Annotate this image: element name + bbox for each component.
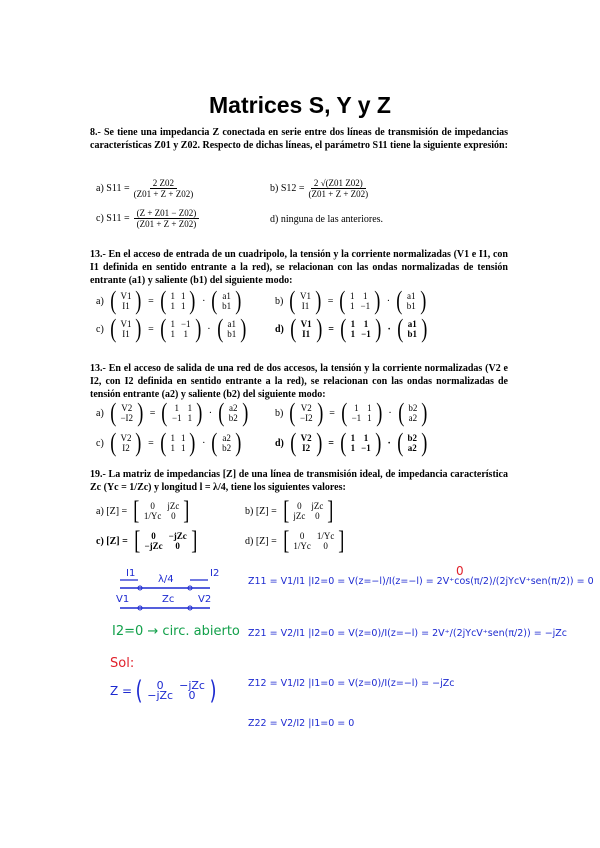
q8-option-a-label: a) S11 = [96, 183, 130, 194]
q13a-option-c: c) ( V1 I1 ) = ( 1 −1 1 1 ) · ( a1 b1 ) [96, 314, 247, 343]
q13a-option-c-label: c) [96, 323, 104, 335]
circuit-v2-label: V2 [198, 594, 212, 605]
q13b-option-a-rhs: ( a2 b2 ) [218, 398, 249, 427]
q13a-option-a: a) ( V1 I1 ) = ( 1 1 1 1 ) · ( a1 b1 ) [96, 286, 242, 315]
q13a-option-b: b) ( V1 I1 ) = ( 1 1 1 −1 ) · ( a1 b1 ) [275, 286, 427, 315]
question-13b-text: 13.- En el acceso de salida de una red de dos accesos, la tensión y la corriente normalizadas (V2 e I2, con I2 definida en sentido entrante a la red), se relacionan con las ondas normalizadas de tensión entrante (a2) y saliente (b2) del siguiente modo: [90, 363, 508, 400]
circuit-v1-label: V1 [116, 594, 130, 605]
q13a-option-d-rhs: ( a1 b1 ) [397, 314, 428, 343]
q19-option-a-matrix: [ 0 jZc 1/Yc 0 ] [133, 496, 190, 525]
q13b-option-d-matrix: ( 1 1 1 −1 ) [340, 428, 382, 457]
q8-option-a-den: (Z01 + Z + Z02) [133, 189, 194, 199]
q13a-option-d: d) ( V1 I1 ) = ( 1 1 1 −1 ) · ( a1 b1 ) [275, 314, 428, 343]
q13b-option-b-lhs: ( V2 −I2 ) [289, 398, 323, 427]
q13b-option-c-label: c) [96, 437, 104, 449]
q13b-option-a-label: a) [96, 407, 104, 419]
q13b-option-d-rhs: ( b2 a2 ) [397, 428, 428, 457]
q8-option-c-label: c) S11 = [96, 213, 130, 224]
q13a-option-c-lhs: ( V1 I1 ) [110, 314, 142, 343]
q13a-option-a-lhs: ( V1 I1 ) [110, 286, 142, 315]
green-note: I2=0 → circ. abierto [112, 624, 240, 639]
q8-option-b-fraction [309, 178, 369, 199]
q8-option-c-den: (Z01 + Z + Z02) [136, 219, 197, 229]
question-8-text: 8.- Se tiene una impedancia Z conectada en serie entre dos líneas de transmisión de impedancias características Z01 y Z02. Respecto de dichas líneas, el parámetro S11 tiene la siguiente expresión: [90, 127, 508, 151]
q19-option-c [96, 526, 200, 555]
q13b-option-c-lhs: ( V2 I2 ) [110, 428, 142, 457]
q13a-option-b-label: b) [275, 295, 284, 307]
q8-option-c-num: (Z + Z01 − Z02) [134, 208, 200, 219]
circuit-i2-label: I2 [210, 568, 220, 579]
eq-z11-red-zero: 0 [456, 564, 464, 578]
q13b-option-c: c) ( V2 I2 ) = ( 1 1 1 1 ) · ( a2 b2 ) [96, 428, 242, 457]
q13b-option-c-matrix: ( 1 1 1 1 ) [160, 428, 196, 457]
q13a-option-b-rhs: ( a1 b1 ) [396, 286, 427, 315]
eq-z21: Z21 = V2/I1 |I2=0 = V(z=0)/I(z=−l) = 2V⁺/(2jYcV⁺sen(π/2)) = −jZc [248, 628, 568, 639]
q13b-option-b: b) ( V2 −I2 ) = ( 1 1 −1 1 ) · ( b2 a2 ) [275, 398, 428, 427]
q19-option-d-label: d) [Z] = [245, 535, 277, 547]
q8-option-b-den: (Z01 + Z + Z02) [308, 189, 369, 199]
q8-option-a-fraction [134, 178, 194, 199]
q13a-option-d-matrix: ( 1 1 1 −1 ) [340, 314, 382, 343]
q13a-option-a-matrix: ( 1 1 1 1 ) [160, 286, 196, 315]
q19-option-a [96, 496, 193, 525]
q8-option-b [270, 178, 368, 199]
q19-option-c-matrix: [ 0 −jZc −jZc 0 ] [134, 526, 198, 555]
q19-option-b-matrix: [ 0 jZc jZc 0 ] [283, 496, 334, 525]
q13a-option-b-lhs: ( V1 I1 ) [289, 286, 322, 315]
q13b-option-a-matrix: ( 1 1 −1 1 ) [161, 398, 203, 427]
q13a-option-d-label: d) [275, 323, 284, 335]
eq-z22: Z22 = V2/I2 |I1=0 = 0 [248, 718, 355, 729]
eq-z11: Z11 = V1/I1 |I2=0 = V(z=−l)/I(z=−l) = 2V⁺cos(π/2)/(2jYcV⁺sen(π/2)) = 0 [248, 576, 594, 587]
q13b-option-d: d) ( V2 I2 ) = ( 1 1 1 −1 ) · ( b2 a2 ) [275, 428, 428, 457]
q13b-option-c-rhs: ( a2 b2 ) [211, 428, 242, 457]
circuit-lambda-label: λ/4 [158, 574, 174, 585]
q19-option-b-label: b) [Z] = [245, 505, 277, 517]
q19-option-d-matrix: [ 0 1/Yc 1/Yc 0 ] [283, 526, 345, 555]
q19-option-d [245, 526, 348, 555]
q13b-option-b-matrix: ( 1 1 −1 1 ) [341, 398, 383, 427]
circuit-i1-label: I1 [126, 568, 136, 579]
sol-matrix-block [110, 676, 220, 706]
q8-option-d [270, 214, 383, 225]
circuit-zc-label: Zc [162, 594, 175, 605]
q13a-option-c-rhs: ( a1 b1 ) [216, 314, 247, 343]
page-title: Matrices S, Y y Z [209, 92, 391, 118]
q19-option-b [245, 496, 337, 525]
q8-option-d-label: d) ninguna de las anteriores. [270, 214, 384, 225]
q13b-option-a: a) ( V2 −I2 ) = ( 1 1 −1 1 ) · ( a2 b2 ) [96, 398, 249, 427]
eq-z12: Z12 = V1/I2 |I1=0 = V(z=0)/I(z=−l) = −jZc [248, 678, 455, 689]
q8-option-c-fraction [134, 208, 200, 229]
q8-option-c [96, 208, 199, 229]
q13b-option-a-lhs: ( V2 −I2 ) [110, 398, 144, 427]
sol-label: Sol: [110, 656, 135, 671]
q13b-option-d-label: d) [275, 437, 284, 449]
q19-option-c-label: c) [Z] = [96, 535, 128, 547]
question-19-text: 19.- La matriz de impedancias [Z] de una línea de transmisión ideal, de impedancia característica Zc (Yc = 1/Zc) y longitud l = λ/4, tiene los siguientes valores: [90, 469, 508, 493]
q13b-option-b-rhs: ( b2 a2 ) [397, 398, 428, 427]
q8-option-b-label: b) S12 = [270, 183, 305, 194]
q13a-option-d-lhs: ( V1 I1 ) [290, 314, 322, 343]
question-13a-text: 13.- En el acceso de entrada de un cuadripolo, la tensión y la corriente normalizadas (V1 e I1, con I1 definida en sentido entrante a la red), se relacionan con las ondas normalizadas de tensión entrante (a1) y saliente (b1) del siguiente modo: [90, 249, 508, 286]
sol-matrix: ( 0 −jZc −jZc 0 ) [135, 676, 217, 706]
q19-option-a-label: a) [Z] = [96, 505, 128, 517]
q13a-option-a-label: a) [96, 295, 104, 307]
q13b-option-b-label: b) [275, 407, 284, 419]
q8-option-a [96, 178, 193, 199]
q13b-option-d-lhs: ( V2 I2 ) [290, 428, 322, 457]
q8-option-a-num: 2 Z02 [150, 178, 177, 189]
sol-z-label: Z = [110, 684, 133, 698]
q13a-option-c-matrix: ( 1 −1 1 1 ) [160, 314, 201, 343]
q13a-option-a-rhs: ( a1 b1 ) [211, 286, 242, 315]
q13a-option-b-matrix: ( 1 1 1 −1 ) [339, 286, 381, 315]
q8-option-b-num: 2 √(Z01 Z02) [311, 178, 366, 189]
